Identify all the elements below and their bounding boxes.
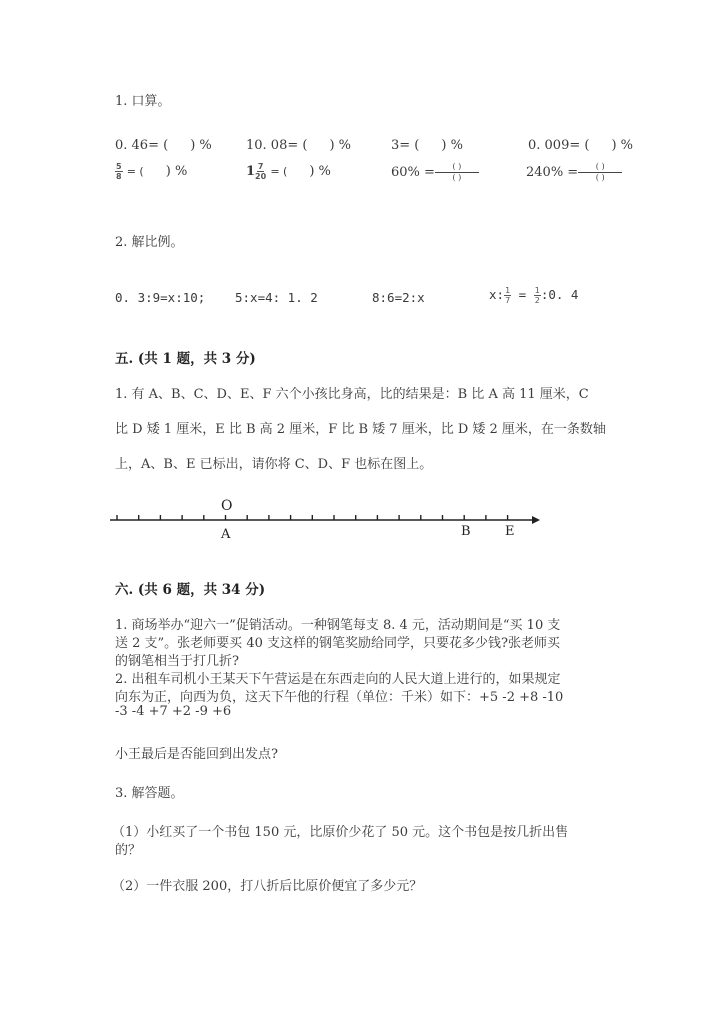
section-six-heading: 六. (共 6 题，共 34 分) (115, 582, 266, 598)
proportion-title: 2. 解比例。 (115, 235, 184, 250)
oral-item-7: 60% = $\frac{( )}{( )}$ (391, 162, 479, 183)
section-six-q2-line-1: 2. 出租车司机小王某天下午营运是在东西走向的人民大道上进行的，如果规定 (115, 672, 561, 687)
section-six-q1-line-2: 送 2 支”。张老师要买 40 支这样的钢笔奖励给同学，只要花多少钱?张老师买 (115, 636, 560, 651)
oral-item-4: 0. 009= ( ) % (528, 138, 634, 153)
point-label-b: B (461, 524, 471, 539)
section-six-q3-sub1-line-2: 的？ (115, 843, 142, 858)
fraction: $\frac{5}{8}$ (116, 162, 122, 181)
oral-item-5: $\frac{5}{8}$ = ( ) % (116, 162, 188, 181)
section-five-heading: 五. (共 1 题，共 3 分) (115, 351, 256, 367)
fraction: $\frac{1}{7}$ (505, 286, 511, 305)
section-six-q2-question: 小王最后是否能回到出发点? (115, 747, 278, 762)
section-six-q3-sub2: （2）一件衣服 200，打八折后比原价便宜了多少元？ (112, 879, 423, 894)
section-six-q2-line-3: -3 -4 +7 +2 -9 +6 (115, 704, 232, 719)
proportion-item-2: 5:x=4: 1. 2 (235, 290, 318, 305)
number-line (108, 496, 548, 546)
oral-item-2: 10. 08= ( ) % (246, 138, 352, 153)
point-label-e: E (505, 524, 515, 539)
proportion-item-1: 0. 3:9=x:10; (115, 290, 206, 305)
proportion-item-4: x: $\frac{1}{7}$ = $\frac{1}{2}$ :0. 4 (489, 286, 579, 305)
section-five-q1-line-3: 上，A、B、E 已标出，请你将 C、D、F 也标在图上。 (115, 457, 433, 472)
section-six-q1-line-3: 的钢笔相当于打几折? (115, 654, 239, 669)
section-five-q1-line-1: 1. 有 A、B、C、D、E、F 六个小孩比身高，比的结果是：B 比 A 高 11 厘米，C (115, 387, 589, 402)
oral-item-1: 0. 46= ( ) % (115, 138, 212, 153)
oral-item-6: 1 $\frac{7}{20}$ = ( ) % (246, 162, 331, 181)
section-six-q3-title: 3. 解答题。 (115, 786, 184, 801)
number-line-graphic (108, 496, 548, 546)
fraction: $\frac{1}{2}$ (534, 286, 540, 305)
proportion-item-3: 8:6=2:x (372, 290, 425, 305)
point-label-a: A (221, 527, 231, 542)
fraction: $\frac{7}{20}$ (255, 162, 267, 181)
section-six-q2-line-2: 向东为正，向西为负，这天下午他的行程（单位：千米）如下：+5 -2 +8 -10 (115, 690, 564, 705)
origin-label: O (221, 498, 233, 514)
oral-item-3: 3= ( ) % (391, 138, 463, 153)
section-six-q3-sub1-line-1: （1）小红买了一个书包 150 元，比原价少花了 50 元。这个书包是按几折出售 (112, 825, 569, 840)
blank-fraction: $\frac{( )}{( )}$ (578, 162, 622, 183)
oral-item-8: 240% = $\frac{( )}{( )}$ (526, 162, 622, 183)
oral-calc-title: 1. 口算。 (115, 94, 171, 109)
section-five-q1-line-2: 比 D 矮 1 厘米，E 比 B 高 2 厘米，F 比 B 矮 7 厘米，比 D 矮 2 厘米，在一条数轴 (115, 422, 606, 437)
blank-fraction: $\frac{( )}{( )}$ (435, 162, 479, 183)
section-six-q1-line-1: 1. 商场举办“迎六一”促销活动。一种钢笔每支 8. 4 元，活动期间是“买 10 支 (115, 618, 561, 633)
